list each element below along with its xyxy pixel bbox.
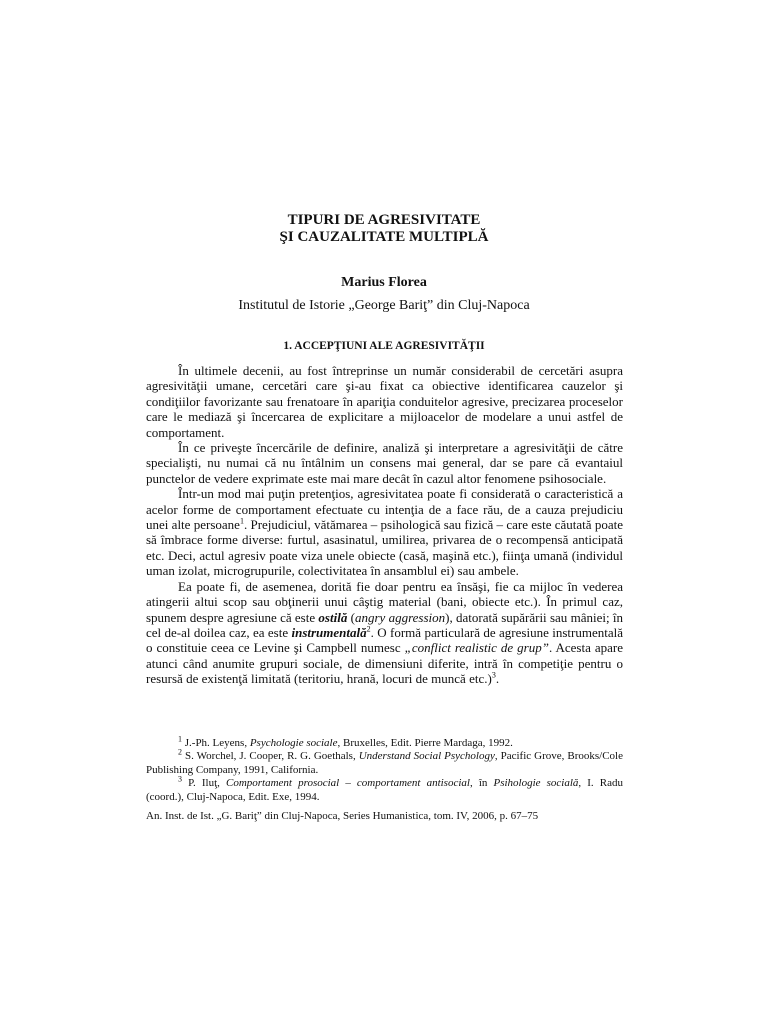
title-line-2: ŞI CAUZALITATE MULTIPLĂ: [279, 229, 489, 245]
paragraph-4-text-b: (: [347, 609, 355, 625]
paragraph-4: [146, 579, 623, 687]
footnote-ref-3: 3: [491, 670, 496, 680]
term-conflict-realistic: „conflict realistic de grup”: [404, 640, 549, 656]
section-heading: 1. ACCEPŢIUNI ALE AGRESIVITĂŢII: [283, 340, 485, 352]
paragraph-4-text-e: . Acesta apare atunci când anumite grupuri sociale, de dimensiuni diferite, intră în competiţie pentru o resursă de existenţă limitată (teritoriu, hrană, locuri de muncă etc.): [146, 640, 624, 687]
footnote-2: [146, 747, 623, 777]
footnote-title: Understand Social Psychology: [358, 750, 495, 763]
footnote-text: , în: [469, 777, 494, 790]
footnote-title: Psihologie socială: [493, 777, 579, 790]
paragraph-4-text-a: Ea poate fi, de asemenea, dorită fie doar pentru ea însăşi, fie ca mijloc în vederea atingerii altui scop sau obţinerii unui câştig material (bani, obiecte etc.). În primul caz, spunem despre agresiune că este: [146, 578, 623, 625]
term-angry-aggression: angry aggression: [354, 609, 446, 625]
term-instrumentala: instrumentală: [291, 624, 367, 640]
footnote-text: , I. Radu (coord.), Cluj-Napoca, Edit. Exe, 1994.: [146, 777, 624, 803]
footnote-3: [146, 774, 624, 804]
article-title: [0, 212, 768, 246]
paragraph-4-text-c: ), datorată supărării sau mâniei; în cel de-al doilea caz, ea este: [146, 609, 623, 640]
term-ostila: ostilă: [318, 609, 348, 625]
footnote-number: 3: [178, 774, 182, 784]
paragraph-1: În ultimele decenii, au fost întreprinse un număr considerabil de cercetări asupra agresivităţii umane, cercetări care şi-au fixat ca obiective identificarea cauzelor şi condiţiilor favorizante sau frenatoare în apariţia conduitelor agresive, precizarea proceselor care le mediază şi încercarea de explicitare a mijloacelor de modelare a unui astfel de comportament.: [146, 363, 623, 440]
journal-citation: An. Inst. de Ist. „G. Bariţ” din Cluj-Napoca, Series Humanistica, tom. IV, 2006, p. 67–75: [146, 810, 539, 822]
footnote-number: 2: [178, 747, 182, 757]
footnote-title: Psychologie sociale: [249, 737, 338, 749]
footnote-ref-1: 1: [239, 516, 244, 526]
paragraph-4-text-d: . O formă particulară de agresiune instrumentală o constituie ceea ce Levine şi Campbell numesc: [146, 624, 623, 656]
paragraph-3-text-a: Într-un mod mai puţin pretenţios, agresivitatea poate fi considerată o caracteristică a acelor forme de comportament efectuate cu intenţia de a face rău, de a cauza prejudiciu unei alte persoane: [146, 486, 623, 533]
footnote-title: Comportament prosocial – comportament antisocial: [225, 777, 470, 790]
author-institution: Institutul de Istorie „George Bariţ” din Cluj-Napoca: [238, 298, 530, 313]
footnote-1: [146, 734, 623, 750]
footnote-number: 1: [178, 734, 182, 744]
body-text: [146, 363, 623, 687]
footnote-text: J.-Ph. Leyens,: [182, 737, 250, 749]
paragraph-3-text-b: . Prejudiciul, vătămarea – psihologică sau fizică – care este căutată poate să îmbrace forme diverse: furtul, asasinatul, umilirea, privarea de o recompensă anticipată etc. Deci, actul agresiv poate viza unele obiecte (casă, maşină etc.), fiinţa umană (individul uman izolat, microgrupurile, colectivitatea în ansamblul ei) sau ambele.: [146, 517, 624, 579]
footnote-text: , Pacific Grove, Brooks/Cole Publishing Company, 1991, California.: [146, 750, 623, 776]
paragraph-2: În ce priveşte încercările de definire, analiză şi interpretare a agresivităţii de către specialişti, nu numai că nu întâlnim un consens mai general, dar se pare că evantaiul punctelor de vedere exprimate este mai mare decât în cazul altor fenomene psihosociale.: [146, 440, 623, 486]
title-line-1: TIPURI DE AGRESIVITATE: [287, 212, 481, 228]
paragraph-3: [146, 486, 623, 578]
author-name: Marius Florea: [341, 275, 427, 290]
footnote-text: , Bruxelles, Edit. Pierre Mardaga, 1992.: [337, 737, 513, 749]
footnotes: [146, 734, 624, 804]
paragraph-4-text-f: .: [495, 671, 500, 687]
footnote-text: P. Iluţ,: [182, 777, 226, 790]
footnote-text: S. Worchel, J. Cooper, R. G. Goethals,: [182, 750, 359, 763]
footnote-ref-2: 2: [366, 624, 371, 634]
